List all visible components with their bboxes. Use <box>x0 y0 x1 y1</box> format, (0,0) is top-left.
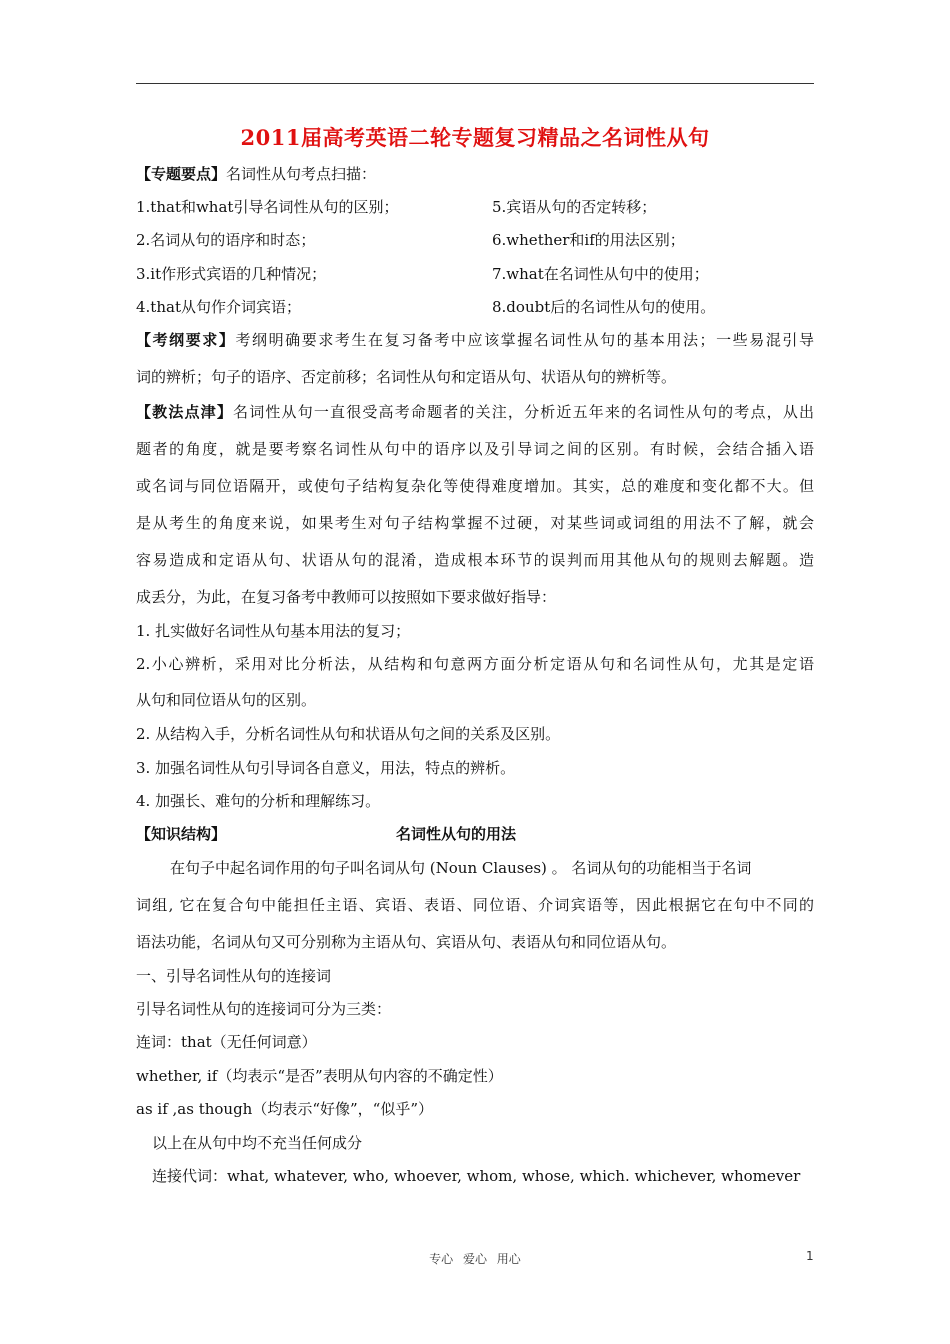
teaching-line: 成丢分，为此，在复习备考中教师可以按照如下要求做好指导： <box>136 588 557 606</box>
teaching-line: 是从考生的角度来说，如果考生对句子结构掌握不过硬，对某些词或词组的用法不了解，就会 <box>136 514 814 532</box>
teaching-line: 题者的角度，就是要考察名词性从句中的语序以及引导词之间的区别。有时候，会结合插入语 <box>136 440 814 458</box>
key-point-item: 1.that和what引导名词性从句的区别； <box>136 198 399 216</box>
key-point-item: 5.宾语从句的否定转移； <box>492 198 657 216</box>
key-points-label: 【专题要点】 <box>136 165 227 183</box>
key-point-item: 4.that从句作介词宾语； <box>136 298 301 316</box>
footer-text: 专心 爱心 用心 <box>429 1252 521 1266</box>
key-point-item: 7.what在名词性从句中的使用； <box>492 265 709 283</box>
key-point-row <box>136 264 709 284</box>
structure-paragraph: 在句子中起名词作用的句子叫名词从句 (Noun Clauses) 。 名词从句的功能相当于名词 <box>170 859 752 877</box>
key-point-row <box>136 197 657 217</box>
requirements-label: 【考纲要求】 <box>136 331 236 349</box>
conjunction-line: whether, if（均表示“是否”表明从句内容的不确定性） <box>136 1067 503 1085</box>
structure-paragraph: 词组, 它在复合句中能担任主语、宾语、表语、同位语、介词宾语等，因此根据它在句中不同的 <box>136 896 814 914</box>
teaching-line: 容易造成和定语从句、状语从句的混淆，造成根本环节的误判而用其他从句的规则去解题。造 <box>136 551 814 569</box>
teaching-step: 从句和同位语从句的区别。 <box>136 691 317 709</box>
key-points-intro: 名词性从句考点扫描： <box>226 165 377 183</box>
teaching-line <box>136 402 814 422</box>
note-line: 以上在从句中均不充当任何成分 <box>152 1134 363 1152</box>
teaching-step: 3. 加强名词性从句引导词各自意义，用法，特点的辨析。 <box>136 759 516 777</box>
teaching-text: 名词性从句一直很受高考命题者的关注，分析近五年来的名词性从句的考点，从出 <box>233 403 814 421</box>
key-point-item: 8.doubt后的名词性从句的使用。 <box>492 298 716 316</box>
structure-heading: 名词性从句的用法 <box>396 825 517 843</box>
teaching-label: 【教法点津】 <box>136 403 234 421</box>
teaching-step: 4. 加强长、难句的分析和理解练习。 <box>136 792 381 810</box>
section-intro: 引导名词性从句的连接词可分为三类： <box>136 1000 392 1018</box>
document-title: 2011届高考英语二轮专题复习精品之名词性从句 <box>240 125 710 150</box>
key-point-row <box>136 230 685 250</box>
key-point-item: 3.it作形式宾语的几种情况； <box>136 265 327 283</box>
structure-label: 【知识结构】 <box>136 825 227 843</box>
section-heading: 一、引导名词性从句的连接词 <box>136 967 332 985</box>
requirements-line: 词的辨析；句子的语序、否定前移；名词性从句和定语从句、状语从句的辨析等。 <box>136 368 677 386</box>
teaching-step: 2. 从结构入手，分析名词性从句和状语从句之间的关系及区别。 <box>136 725 561 743</box>
key-point-item: 2.名词从句的语序和时态； <box>136 231 316 249</box>
conjunction-line: as if ,as though（均表示“好像”，“似乎”） <box>136 1100 434 1118</box>
structure-line <box>136 824 517 844</box>
key-point-row <box>136 297 716 317</box>
teaching-line: 或名词与同位语隔开，或使句子结构复杂化等使得难度增加。其实，总的难度和变化都不大。但 <box>136 477 814 495</box>
header-rule <box>136 83 814 84</box>
page-number: 1 <box>806 1249 814 1263</box>
requirements-line <box>136 330 814 350</box>
key-points-line <box>136 164 376 184</box>
teaching-step: 1. 扎实做好名词性从句基本用法的复习； <box>136 622 411 640</box>
requirements-text: 考纲明确要求考生在复习备考中应该掌握名词性从句的基本用法；一些易混引导 <box>235 331 814 349</box>
conjunction-line: 连词：that（无任何词意） <box>136 1033 317 1051</box>
pronouns-line: 连接代词：what, whatever, who, whoever, whom, whose, which. whichever, whomever <box>152 1167 801 1185</box>
key-point-item: 6.whether和if的用法区别； <box>492 231 685 249</box>
teaching-step: 2.小心辨析，采用对比分析法，从结构和句意两方面分析定语从句和名词性从句，尤其是定语 <box>136 655 814 673</box>
structure-paragraph: 语法功能，名词从句又可分别称为主语从句、宾语从句、表语从句和同位语从句。 <box>136 933 677 951</box>
